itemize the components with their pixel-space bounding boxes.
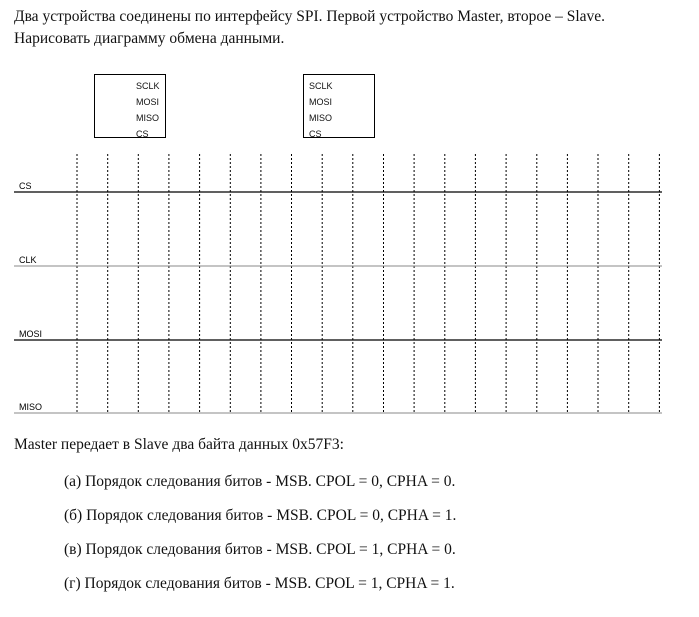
slave-pin-cs: CS: [309, 129, 322, 139]
master-pin-list: [136, 78, 160, 142]
master-device-box: [94, 74, 166, 138]
question-options: [64, 471, 456, 607]
master-pin-miso: MISO: [136, 113, 160, 123]
signal-label-mosi: MOSI: [19, 329, 43, 339]
task-line-1: Два устройства соединены по интерфейсу SPI. Первой устройство Master, второе – Slave.: [14, 8, 606, 25]
master-pin-sclk: SCLK: [136, 81, 160, 91]
option-b: (б) Порядок следования битов - MSB. CPOL = 0, CPHA = 1.: [64, 507, 457, 524]
slave-pin-miso: MISO: [309, 113, 333, 123]
slave-pin-sclk: SCLK: [309, 81, 333, 91]
signal-baselines: [14, 192, 662, 413]
signal-label-cs: CS: [19, 181, 32, 191]
slave-pin-mosi: MOSI: [309, 97, 333, 107]
master-pin-cs: CS: [136, 129, 149, 139]
task-line-2: Нарисовать диаграмму обмена данными.: [14, 30, 285, 47]
timing-diagram-grid: [0, 150, 699, 418]
slave-pin-list: [309, 78, 333, 142]
signal-label-clk: CLK: [19, 255, 37, 265]
question-intro: Master передает в Slave два байта данных 0x57F3:: [14, 436, 344, 453]
dashed-grid-lines: [77, 154, 659, 413]
slave-device-box: [303, 74, 375, 138]
option-d: (г) Порядок следования битов - MSB. CPOL = 1, CPHA = 1.: [64, 575, 455, 592]
task-statement: [14, 6, 605, 50]
master-pin-mosi: MOSI: [136, 97, 160, 107]
option-a: (а) Порядок следования битов - MSB. CPOL = 0, CPHA = 0.: [64, 473, 456, 490]
signal-label-miso: MISO: [19, 402, 43, 412]
option-c: (в) Порядок следования битов - MSB. CPOL = 1, CPHA = 0.: [64, 541, 456, 558]
